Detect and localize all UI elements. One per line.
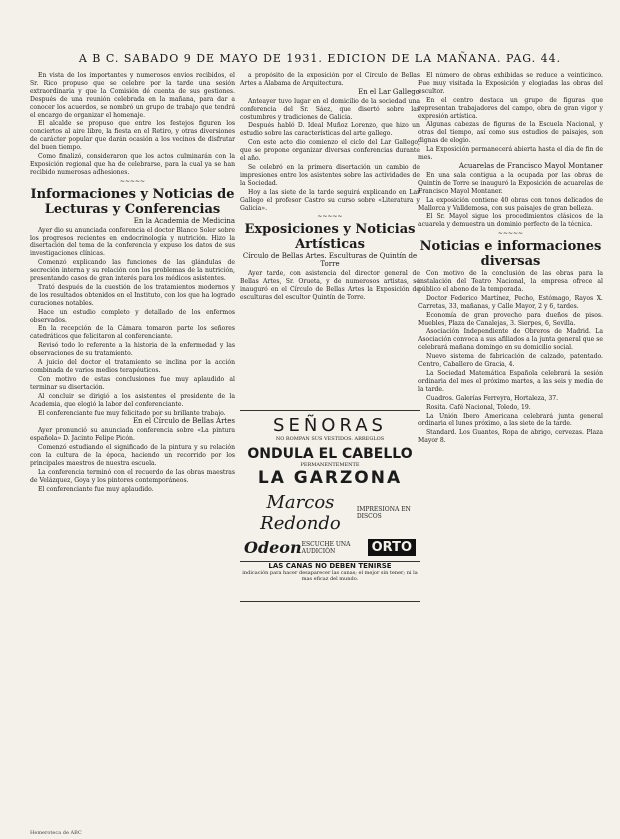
subheading-circulo: En el Círculo de Bellas Artes xyxy=(132,417,235,426)
ad-brand-odeon: Odeon xyxy=(244,538,302,557)
paragraph: La Sociedad Matemática Española celebrará la sesión ordinaria del mes el próximo martes, a las seis y media de la tarde. xyxy=(418,370,603,393)
ad-brand-orto: ORTO xyxy=(368,539,416,556)
paragraph: Se celebró en la primera disertación un cambio de impresiones entre los asistentes sobre las actividades de la Sociedad. xyxy=(240,163,420,187)
subheading-lar-gallego: En el Lar Gallego xyxy=(358,87,420,96)
ad-title-senoras: SEÑORAS xyxy=(273,415,387,436)
paragraph: El Sr. Mayol sigue los procedimientos clásicos de la acuarela y demuestra un dominio perfecto de la técnica. xyxy=(418,213,603,229)
subheading-acuarelas: Acuarelas de Francisco Mayol Montaner xyxy=(458,161,603,170)
paragraph: Hace un estudio completo y detallado de los enfermos observados. xyxy=(30,308,235,324)
paragraph: Después habló D. Ideal Muñoz Lorenzo, que hizo un estudio sobre las características del arte gallego. xyxy=(240,122,420,138)
paragraph: El conferenciante fue muy felicitado por su brillante trabajo. xyxy=(38,409,226,417)
page-footer: Hemeroteca de ABC xyxy=(30,830,82,836)
paragraph: La Exposición permanecerá abierta hasta el día de fin de mes. xyxy=(418,146,603,162)
column-middle xyxy=(240,72,420,407)
paragraph: Economía de gran provecho para dueños de pisos. Muebles, Plaza de Canalejas, 3. Sierpes, 6, Sevilla. xyxy=(418,311,603,327)
ad-title-canas: LAS CANAS NO DEBEN TEÑIRSE xyxy=(240,561,420,570)
paragraph: A juicio del doctor el tratamiento se inclina por la acción combinada de varios medios terapéuticos. xyxy=(30,359,235,374)
ad-row-marcos xyxy=(240,488,420,534)
ornament-rule: ~~~~~ xyxy=(119,177,146,185)
paragraph: Cuadros. Galerías Ferreyra, Hortaleza, 37. xyxy=(426,394,559,402)
paragraph: Comenzó explicando las funciones de las glándulas de secreción interna y su relación con los problemas de la nutrición, presentando casos de gran interés para los médicos asistentes. xyxy=(30,259,235,283)
ad-text: indicación para hacer desaparecer las canas; el mejor sin tener; ni la mas eficaz del mundo. xyxy=(242,570,418,582)
paragraph: Al concluir se dirigió a los asistentes el presidente de la Academia, que elogió la labor del conferenciante. xyxy=(30,392,235,408)
paragraph: Ayer tarde, con asistencia del director general de Bellas Artes, Sr. Orueta, y de numerosos artistas, se inauguró en el Círculo de Bellas Artes la Exposición de esculturas del escultor Quintín de Torre. xyxy=(240,270,420,301)
ad-text: IMPRESIONA EN DISCOS xyxy=(356,506,411,520)
paragraph: El alcalde se propuso que entre los festejos figuren los conciertos al aire libre, la fiesta en el Retiro, y otras diversiones de carácter popular que darán ocasión a los vecinos de disfrutar del buen tiempo. xyxy=(30,120,235,152)
ad-brand-garzona: LA GARZONA xyxy=(257,468,403,488)
paragraph: Trató después de la cuestión de los tratamientos modernos y de los resultados obtenidos en el Instituto, con los que ha logrado curaciones notables. xyxy=(30,283,235,307)
ornament-rule: ~~~~~ xyxy=(317,213,343,221)
section-heading-exposiciones: Exposiciones y Noticias Artísticas xyxy=(244,222,416,253)
paragraph: Con motivo de la conclusión de las obras para la instalación del Teatro Nacional, la empresa ofrece al público el abono de la temporada. xyxy=(418,270,603,293)
paragraph: En la recepción de la Cámara tomaron parte los señores catedráticos que felicitaron al conferenciante. xyxy=(30,325,235,341)
ad-brand-marcos: Marcos Redondo xyxy=(260,492,341,534)
paragraph: Revisó todo lo referente a la historia de la enfermedad y las observaciones de su tratamiento. xyxy=(30,342,235,358)
section-heading-noticias: Noticias e informaciones diversas xyxy=(419,239,602,270)
paragraph: Asociación Independiente de Obreros de Madrid. La Asociación convoca a sus afiliados a la junta general que se celebrará mañana domingo en su domicilio social. xyxy=(418,328,603,352)
paragraph: Algunas cabezas de figuras de la Escuela Nacional, y otras del tiempo, así como sus estudios de paisajes, son dignas de elogio. xyxy=(418,121,603,145)
paragraph: Ayer dio su anunciada conferencia el doctor Blanco Soler sobre los progresos recientes en endocrinología y nutrición. Hizo la disertación del tema de la conferencia y expuso los datos de sus investigaciones clínicas. xyxy=(30,226,235,258)
paragraph: Comenzó estudiando el significado de la pintura y su relación con la cultura de la época, haciendo un recorrido por los principales maestros de nuestra escuela. xyxy=(30,444,235,467)
paragraph: El número de obras exhibidas se reduce a veinticinco. Fue muy visitada la Exposición y elogiadas las obras del escultor. xyxy=(418,72,603,95)
paragraph: Ayer pronunció su anunciada conferencia sobre «La pintura española» D. Jacinto Felipe Picón. xyxy=(30,427,235,443)
paragraph: La exposición contiene 40 obras con tonos delicados de Mallorca y Valldemosa, con sus paisajes de gran belleza. xyxy=(418,196,603,212)
ad-text: ESCUCHE UNA AUDICIÓN xyxy=(301,540,351,555)
paragraph: El conferenciante fue muy aplaudido. xyxy=(38,485,154,493)
paragraph: Con motivo de estas conclusiones fue muy aplaudido al terminar su disertación. xyxy=(30,375,235,391)
paragraph: Anteayer tuvo lugar en el domicilio de la sociedad una conferencia del Sr. Sáez, que disertó sobre las costumbres y tradiciones de Galicia. xyxy=(240,97,420,121)
paragraph: Hoy a las siete de la tarde seguirá explicando en Lar Gallego el profesor Castro su curso sobre «Literatura y Galicia». xyxy=(240,188,420,212)
paragraph: La conferencia terminó con el recuerdo de las obras maestras de Velázquez, Goya y los pintores contemporáneos. xyxy=(30,468,235,484)
ad-row-odeon xyxy=(240,534,420,557)
paragraph: La Unión Ibero Americana celebrará junta general ordinaria el lunes próximo, a las siete de la tarde. xyxy=(418,412,603,428)
paragraph: Con este acto dio comienzo el ciclo del Lar Gallego, que se propone organizar diversas conferencias durante el año. xyxy=(240,139,420,163)
subheading-academia: En la Academia de Medicina xyxy=(133,216,235,225)
page-masthead: A B C. SABADO 9 DE MAYO DE 1931. EDICION DE LA MAÑANA. PAG. 44. xyxy=(78,52,562,65)
ornament-rule: ~~~~~ xyxy=(497,230,524,238)
section-heading-lecturas: Informaciones y Noticias de Lecturas y Conferencias xyxy=(30,186,235,217)
paragraph: Rosita. Café Nacional, Toledo, 19. xyxy=(426,403,531,411)
ad-title-ondula: ONDULA EL CABELLO xyxy=(247,446,413,462)
paragraph: a propósito de la exposición por el Círculo de Bellas Artes a Alabama de Arquitectura. xyxy=(240,72,420,87)
paragraph: Doctor Federico Martínez, Pecho, Estómago, Rayos X. Carretas, 33, mañanas, y Calle Mayor, 2 y 6, tardes. xyxy=(418,294,603,310)
ad-text: NO ROMPAN SUS VESTIDOS. ARREGLOS xyxy=(275,436,385,442)
paragraph: Standard. Los Guantes, Ropa de abrigo, cervezas. Plaza Mayor 8. xyxy=(418,429,603,445)
advertisement-block xyxy=(240,410,420,602)
subheading-bellas-artes: Círculo de Bellas Artes. Esculturas de Quintín de Torre xyxy=(242,252,418,269)
paragraph: Como finalizó, consideraron que los actos culminarán con la Exposición regional que ha de celebrarse, para la cual ya se han recibido numerosas adhesiones. xyxy=(30,153,235,176)
paragraph: En una sala contigua a la ocupada por las obras de Quintín de Torre se inauguró la Exposición de acuarelas de Francisco Mayol Montaner. xyxy=(418,171,603,195)
paragraph: En el centro destaca un grupo de figuras que representan trabajadores del campo, obra de gran vigor y expresión artística. xyxy=(418,96,603,120)
ad-text: PERMANENTEMENTE xyxy=(300,462,360,468)
paragraph: Nuevo sistema de fabricación de calzado, patentado. Centro, Caballero de Gracia, 4. xyxy=(418,353,603,369)
paragraph: En vista de los importantes y numerosos envíos recibidos, el Sr. Rico propuso que se celebre por la tarde una sesión extraordinaria y que la Comisión dé cuenta de sus gestiones. Después de una reunión celebrada en la mañana, para dar a conocer los acuerdos, se nombró un grupo de trabajo que tendrá el encargo de organizar el homenaje. xyxy=(30,72,235,119)
column-right xyxy=(418,72,603,827)
column-left xyxy=(30,72,235,827)
